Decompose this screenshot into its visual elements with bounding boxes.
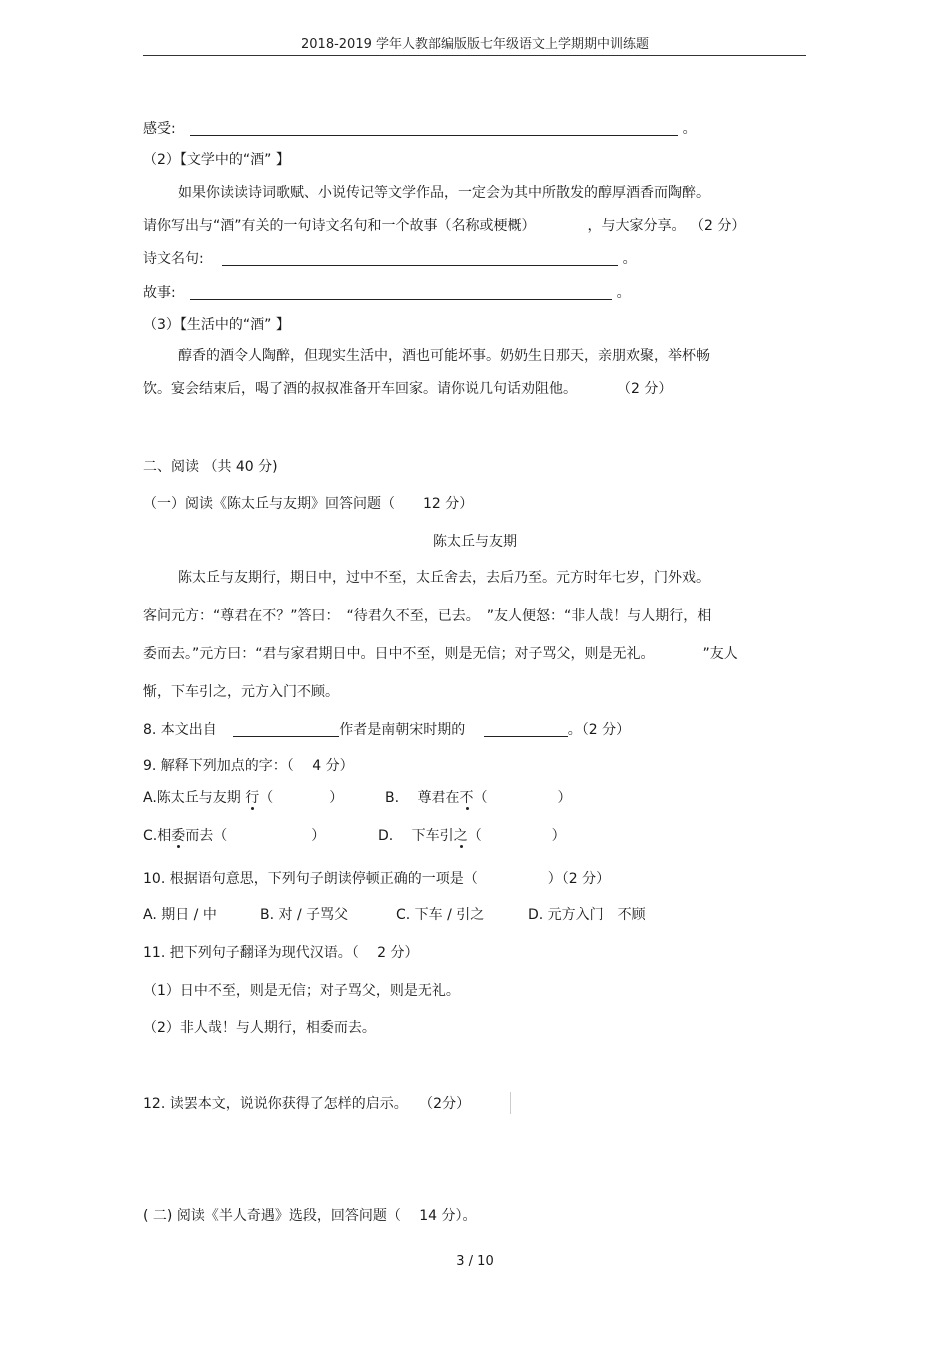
option-b-blank[interactable]: （ ） xyxy=(473,790,572,806)
question-10-option-d[interactable]: D. 元方入门 不顾 xyxy=(528,907,646,923)
option-d-blank[interactable]: （ ） xyxy=(467,828,566,844)
source-blank[interactable] xyxy=(233,722,339,737)
section-3-title: （3）【生活中的“酒” 】 xyxy=(143,317,290,333)
article-paragraph-3-text: 委而去。”元方曰：“君与家君期日中。日中不至，则是无信；对子骂父，则是无礼。 xyxy=(143,646,655,662)
author-blank[interactable] xyxy=(484,722,568,737)
story-blank[interactable] xyxy=(190,285,612,300)
text-cursor-bar xyxy=(510,1092,511,1114)
section-2-prompt: 请你写出与“酒”有关的一句诗文名句和一个故事（名称或梗概） xyxy=(143,218,536,234)
option-a-text: A.陈太丘与友期 xyxy=(143,790,241,806)
question-11-item-2: （2）非人哉！与人期行，相委而去。 xyxy=(143,1020,376,1036)
option-b-dotted-char: 不 xyxy=(459,790,474,806)
question-11-item-1: （1）日中不至，则是无信；对子骂父，则是无礼。 xyxy=(143,983,460,999)
reading-1-heading: （一）阅读《陈太丘与友期》回答问题（ 12 分） xyxy=(143,496,474,512)
page-header: 2018-2019 学年人教部编版版七年级语文上学期期中训练题 xyxy=(301,37,649,52)
question-10-option-b[interactable]: B. 对 / 子骂父 xyxy=(260,907,349,923)
story-label: 故事: xyxy=(143,285,176,301)
option-d-dotted-char: 之 xyxy=(453,828,468,844)
reading-2-heading: ( 二) 阅读《半人奇遇》选段，回答问题（ 14 分）。 xyxy=(143,1208,477,1224)
feel-line xyxy=(143,121,697,136)
article-paragraph-2: 客问元方：“尊君在不？”答曰： “待君久不至，已去。 ”友人便怒：“非人哉！与人期行，相 xyxy=(143,608,712,624)
poem-end: 。 xyxy=(622,251,637,267)
option-b-text: B. 尊君在 xyxy=(385,790,460,806)
question-10-option-c[interactable]: C. 下车 / 引之 xyxy=(396,907,485,923)
header-rule xyxy=(143,55,806,56)
section-2-title: （2）【文学中的“酒” 】 xyxy=(143,152,290,168)
section-2-paragraph-2 xyxy=(143,219,745,233)
poem-label: 诗文名句: xyxy=(143,251,204,267)
option-a-blank[interactable]: （ ） xyxy=(259,790,344,806)
section-3-prompt: 饮。宴会结束后，喝了酒的叔叔准备开车回家。请你说几句话劝阻他。 xyxy=(143,381,577,397)
section-3-paragraph-2 xyxy=(143,382,672,396)
article-paragraph-1: 陈太丘与友期行，期日中，过中不至，太丘舍去，去后乃至。元方时年七岁，门外戏。 xyxy=(178,570,710,586)
question-8-middle: 作者是南朝宋时期的 xyxy=(339,722,466,738)
option-c-blank[interactable]: 而去（ ） xyxy=(185,828,326,844)
question-10-option-a[interactable]: A. 期日 / 中 xyxy=(143,907,217,923)
section-3-score: （2 分） xyxy=(617,381,673,397)
feel-label: 感受: xyxy=(143,121,176,137)
section-3-paragraph-1: 醇香的酒令人陶醉，但现实生活中，酒也可能坏事。奶奶生日那天，亲朋欢聚，举杯畅 xyxy=(178,348,710,364)
story-end: 。 xyxy=(616,285,631,301)
article-title: 陈太丘与友期 xyxy=(433,534,517,550)
section-2-paragraph-1: 如果你读读诗词歌赋、小说传记等文学作品，一定会为其中所散发的醇厚酒香而陶醉。 xyxy=(178,185,710,201)
question-9-option-b xyxy=(385,791,572,805)
part-2-heading: 二、阅读 （共 40 分) xyxy=(143,459,278,475)
question-11: 11. 把下列句子翻译为现代汉语。（ 2 分） xyxy=(143,945,419,961)
question-12: 12. 读罢本文，说说你获得了怎样的启示。 （2分） xyxy=(143,1096,471,1112)
feel-end: 。 xyxy=(682,121,697,137)
option-c-text: C.相 xyxy=(143,828,172,844)
article-paragraph-4: 惭，下车引之，元方入门不顾。 xyxy=(143,684,339,700)
page-number: 3 / 10 xyxy=(456,1254,494,1269)
section-2-score: ，与大家分享。 （2 分） xyxy=(587,218,746,234)
question-8-score: 。（2 分） xyxy=(567,722,631,738)
question-9-option-a xyxy=(143,791,343,805)
question-9-option-c xyxy=(143,829,325,843)
option-a-dotted-char: 行 xyxy=(245,790,260,806)
option-c-dotted-char: 委 xyxy=(171,828,186,844)
question-9-option-d xyxy=(378,829,566,843)
option-d-text: D. 下车引 xyxy=(378,828,454,844)
article-paragraph-3 xyxy=(143,647,738,661)
story-line xyxy=(143,285,631,300)
question-9: 9. 解释下列加点的字：（ 4 分） xyxy=(143,758,354,774)
question-10: 10. 根据语句意思，下列句子朗读停顿正确的一项是（ ）（2 分） xyxy=(143,871,611,887)
poem-blank[interactable] xyxy=(222,251,618,266)
question-8 xyxy=(143,722,630,737)
article-paragraph-3-end: ”友人 xyxy=(702,646,738,662)
question-8-prefix: 8. 本文出自 xyxy=(143,722,217,738)
feel-blank[interactable] xyxy=(190,121,678,136)
poem-line xyxy=(143,251,637,266)
